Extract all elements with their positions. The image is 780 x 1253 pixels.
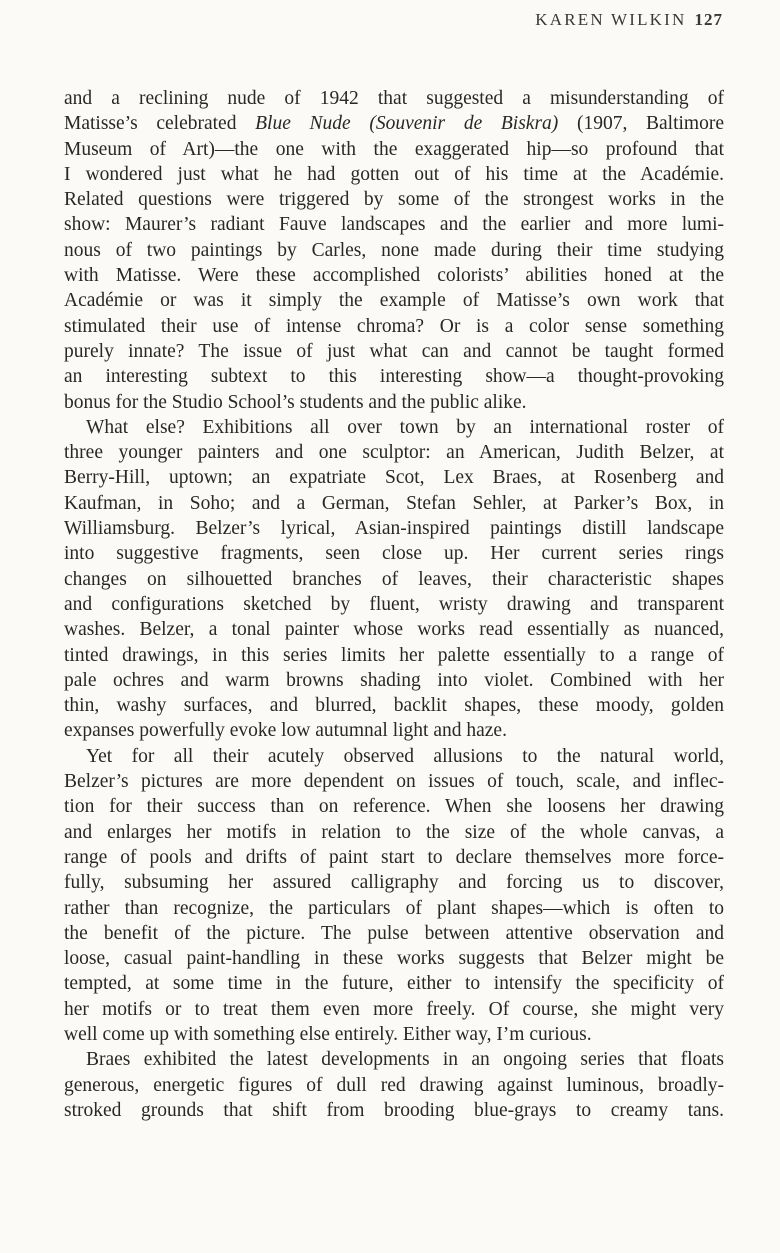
text-line-28: Belzer’s pictures are more dependent on issues of touch, scale, and inflec- [64, 771, 724, 793]
page-number: 127 [694, 10, 723, 29]
text-line-19: into suggestive fragments, seen close up. Her current series rings [64, 543, 724, 565]
text-line-22: washes. Belzer, a tonal painter whose works read essentially as nuanced, [64, 619, 724, 641]
text-line-16: Berry-Hill, uptown; an expatriate Scot, Lex Braes, at Rosenberg and [64, 467, 724, 489]
text-line-24: pale ochres and warm browns shading into violet. Combined with her [64, 669, 724, 691]
text-line-29: tion for their success than on reference. When she loosens her drawing [64, 796, 724, 818]
running-head [535, 10, 723, 30]
text-line-17: Kaufman, in Soho; and a German, Stefan Sehler, at Parker’s Box, in [64, 492, 724, 514]
text-line-4: I wondered just what he had gotten out of his time at the Académie. [64, 163, 724, 185]
text-line-8: with Matisse. Were these accomplished colorists’ abilities honed at the [64, 265, 724, 287]
text-line-3: Museum of Art)—the one with the exaggerated hip—so profound that [64, 138, 724, 160]
text-line-30: and enlarges her motifs in relation to the size of the whole canvas, a [64, 821, 724, 843]
text-line-9: Académie or was it simply the example of Matisse’s own work that [64, 290, 724, 312]
text-line-23: tinted drawings, in this series limits her palette essentially to a range of [64, 644, 724, 666]
text-line-41: stroked grounds that shift from brooding blue-grays to creamy tans. [64, 1099, 724, 1121]
text-line-14: What else? Exhibitions all over town by an international roster of [86, 416, 724, 438]
text-line-32: fully, subsuming her assured calligraphy and forcing us to discover, [64, 872, 724, 894]
text-line-11: purely innate? The issue of just what can and cannot be taught formed [64, 340, 724, 362]
text-line-36: tempted, at some time in the future, either to intensify the specificity of [64, 973, 724, 995]
text-line-10: stimulated their use of intense chroma? Or is a color sense something [64, 315, 724, 337]
text-line-35: loose, casual paint-handling in these works suggests that Belzer might be [64, 948, 724, 970]
text-line-20: changes on silhouetted branches of leaves, their characteristic shapes [64, 568, 724, 590]
text-line-40: generous, energetic figures of dull red drawing against luminous, broadly- [64, 1074, 724, 1096]
running-head-author: KAREN WILKIN [535, 10, 687, 29]
text-line-21: and configurations sketched by fluent, wristy drawing and transparent [64, 593, 724, 615]
text-line-39: Braes exhibited the latest developments in an ongoing series that floats [86, 1049, 724, 1071]
text-line-38: well come up with something else entirely. Either way, I’m curious. [64, 1023, 592, 1045]
body-text [64, 86, 724, 1123]
text-line-26: expanses powerfully evoke low autumnal light and haze. [64, 720, 507, 742]
text-line-13: bonus for the Studio School’s students and the public alike. [64, 391, 527, 413]
text-line-25: thin, washy surfaces, and blurred, backlit shapes, these moody, golden [64, 695, 724, 717]
text-line-2-pre: Matisse’s celebrated [64, 113, 256, 135]
text-line-33: rather than recognize, the particulars of plant shapes—which is often to [64, 897, 724, 919]
text-line-31: range of pools and drifts of paint start to declare themselves more force- [64, 846, 724, 868]
text-line-12: an interesting subtext to this interesting show—a thought-provoking [64, 366, 724, 388]
text-line-27: Yet for all their acutely observed allusions to the natural world, [86, 745, 724, 767]
text-line-2-post: (1907, Baltimore [558, 113, 724, 135]
text-line-15: three younger painters and one sculptor: an American, Judith Belzer, at [64, 442, 724, 464]
text-line-7: nous of two paintings by Carles, none made during their time studying [64, 239, 724, 261]
text-line-1: and a reclining nude of 1942 that suggested a misunderstanding of [64, 88, 724, 109]
text-line-5: Related questions were triggered by some of the strongest works in the [64, 189, 724, 211]
text-line-6: show: Maurer’s radiant Fauve landscapes and the earlier and more lumi- [64, 214, 724, 236]
text-line-34: the benefit of the picture. The pulse between attentive observation and [64, 922, 724, 944]
text-line-18: Williamsburg. Belzer’s lyrical, Asian-inspired paintings distill landscape [64, 518, 724, 540]
artwork-title: Blue Nude (Souvenir de Biskra) [255, 113, 559, 135]
text-line-37: her motifs or to treat them even more freely. Of course, she might very [64, 998, 724, 1020]
text-line-2 [64, 111, 724, 136]
